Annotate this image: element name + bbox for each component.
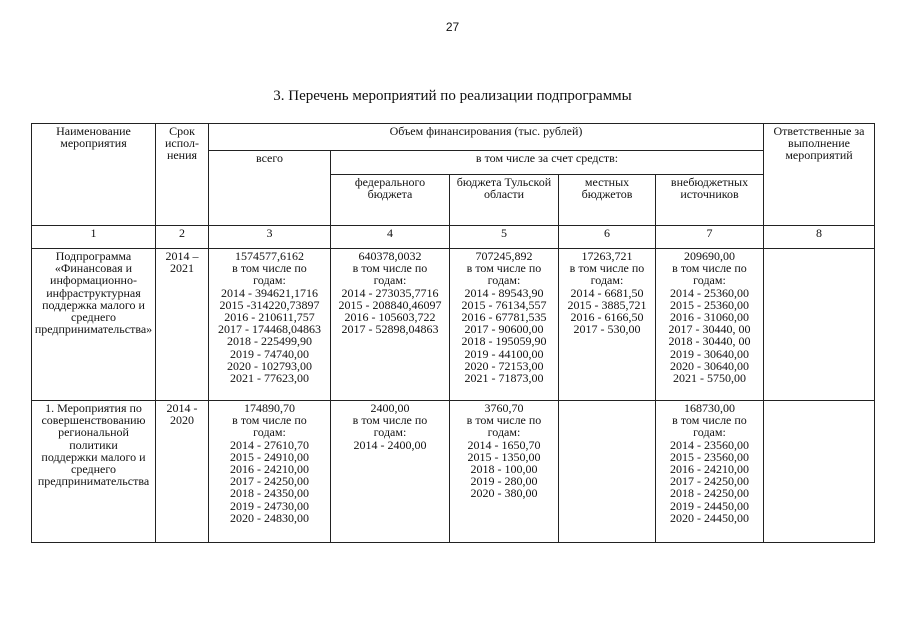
cell-line: 2020 - 30640,00	[670, 358, 749, 373]
cell-line: 168730,00	[684, 401, 735, 415]
cell-line: 2021 - 71873,00	[464, 371, 544, 386]
cell-line: 1574577,6162	[235, 249, 304, 263]
federal-cell	[331, 249, 450, 401]
table-row	[32, 249, 875, 401]
cell-line: годам:	[693, 425, 726, 440]
cell-line: 2014 - 6681,50	[570, 285, 644, 300]
cell-line: годам:	[487, 425, 521, 440]
total-cell	[209, 401, 331, 543]
cell-line: 2018 - 24350,00	[230, 486, 309, 501]
cell-line: 2015 - 76134,557	[461, 297, 547, 312]
cell-line: годам:	[373, 425, 407, 440]
cell-line: 640378,0032	[358, 249, 422, 263]
cell-line: 2018 - 24250,00	[670, 486, 749, 501]
cell-line: 2014 - 23560,00	[670, 437, 749, 452]
cell-line: в том числе по	[569, 261, 645, 276]
cell-line: 174890,70	[244, 401, 295, 415]
cell-line: 2014 - 394621,1716	[221, 285, 318, 300]
cell-line: 2014 –	[165, 249, 199, 263]
cell-line: 2021 - 5750,00	[673, 371, 746, 386]
cell-line: среднего	[71, 462, 116, 477]
cell-line: предпринимательства»	[34, 322, 153, 337]
cell-line: 2017 - 174468,04863	[218, 322, 321, 337]
cell-line: 2015 - 208840,46097	[338, 297, 442, 312]
cell-line: 2018 - 30440, 00	[668, 334, 751, 349]
column-number: 1	[32, 226, 156, 249]
cell-line: «Финансовая и	[54, 261, 133, 276]
cell-line: 2016 - 67781,535	[461, 310, 547, 325]
cell-line: 2019 - 30640,00	[670, 346, 749, 361]
header-extra: внебюджетных источников	[656, 175, 764, 226]
extra-cell	[656, 401, 764, 543]
cell-line: 2018 - 100,00	[470, 462, 538, 477]
column-number: 8	[764, 226, 875, 249]
cell-line: 2016 - 24210,00	[230, 462, 309, 477]
header-volume: Объем финансирования (тыс. рублей)	[209, 124, 764, 151]
cell-line: 2020	[170, 413, 194, 428]
document-title: 3. Перечень мероприятий по реализации подпрограммы	[273, 88, 632, 104]
cell-line: поддержка малого и	[42, 297, 145, 312]
cell-line: 707245,892	[475, 249, 533, 263]
header-local: местных бюджетов	[559, 175, 656, 226]
cell-line: 3760,70	[484, 401, 524, 415]
cell-line: 2019 - 74740,00	[230, 346, 309, 361]
column-number: 4	[331, 226, 450, 249]
cell-line: 2016 - 24210,00	[670, 462, 749, 477]
cell-line: 2014 - 89543,90	[464, 285, 544, 300]
cell-line: годам:	[373, 273, 407, 288]
cell-line: годам:	[253, 425, 286, 440]
cell-line: в том числе по	[672, 413, 747, 428]
cell-line: 17263,721	[581, 249, 633, 263]
cell-line: информационно-	[50, 273, 137, 288]
column-number: 7	[656, 226, 764, 249]
total-cell	[209, 249, 331, 401]
cell-line: в том числе по	[672, 261, 747, 276]
responsible-cell	[764, 249, 875, 401]
regional-cell	[450, 249, 559, 401]
cell-line: 2017 - 52898,04863	[341, 322, 439, 337]
cell-line: 1. Мероприятия по	[45, 401, 142, 415]
header-total: всего	[209, 151, 331, 226]
column-number: 6	[559, 226, 656, 249]
federal-cell	[331, 401, 450, 543]
cell-line: 2016 - 105603,722	[344, 310, 436, 325]
page-number: 27	[445, 20, 460, 34]
cell-line: 2015 - 24910,00	[230, 449, 309, 464]
term-cell	[156, 249, 209, 401]
cell-line: 2015 - 3885,721	[567, 297, 647, 312]
local-cell	[559, 401, 656, 543]
cell-line: в том числе по	[232, 261, 307, 276]
measures-table	[31, 123, 875, 543]
header-regional: бюджета Тульской области	[450, 175, 559, 226]
cell-line: поддержки малого и	[41, 449, 146, 464]
responsible-cell	[764, 401, 875, 543]
cell-line: в том числе по	[466, 413, 542, 428]
cell-line: 2014 - 27610,70	[230, 437, 309, 452]
cell-line: 2014 -	[166, 401, 198, 415]
cell-line: среднего	[71, 310, 116, 325]
cell-line: совершенствованию	[41, 413, 146, 428]
measure-name-cell	[32, 401, 156, 543]
cell-line: 2020 - 380,00	[470, 486, 538, 501]
column-number: 3	[209, 226, 331, 249]
cell-line: в том числе по	[466, 261, 542, 276]
cell-line: региональной	[58, 425, 129, 440]
local-cell	[559, 249, 656, 401]
measure-name-cell	[32, 249, 156, 401]
header-name: Наименование мероприятия	[32, 124, 156, 226]
column-number: 2	[156, 226, 209, 249]
cell-line: 2016 - 31060,00	[670, 310, 749, 325]
cell-line: в том числе по	[232, 413, 307, 428]
table-row	[32, 401, 875, 543]
cell-line: 2016 - 6166,50	[570, 310, 644, 325]
cell-line: годам:	[487, 273, 521, 288]
cell-line: 2019 - 24450,00	[670, 498, 749, 513]
cell-line: 2015 -314220,73897	[219, 297, 320, 312]
cell-line: годам:	[590, 273, 624, 288]
cell-line: 2018 - 195059,90	[461, 334, 547, 349]
cell-line: 2019 - 24730,00	[230, 498, 309, 513]
cell-line: 2021 - 77623,00	[230, 371, 309, 386]
cell-line: 2014 - 2400,00	[353, 437, 427, 452]
header-row-1	[32, 124, 875, 151]
cell-line: в том числе по	[352, 413, 428, 428]
cell-line: 2017 - 90600,00	[464, 322, 544, 337]
cell-line: в том числе по	[352, 261, 428, 276]
cell-line: 2015 - 23560,00	[670, 449, 749, 464]
cell-line: предпринимательства	[37, 474, 150, 489]
column-numbers-row	[32, 226, 875, 249]
cell-line: 2019 - 280,00	[470, 474, 538, 489]
term-cell	[156, 401, 209, 543]
cell-line: 2017 - 530,00	[573, 322, 641, 337]
regional-cell	[450, 401, 559, 543]
cell-line: инфраструктурная	[46, 285, 141, 300]
cell-line: 2019 - 44100,00	[464, 346, 544, 361]
cell-line: 209690,00	[684, 249, 735, 263]
cell-line: 2020 - 72153,00	[464, 358, 544, 373]
extra-cell	[656, 249, 764, 401]
cell-line: 2017 - 24250,00	[670, 474, 749, 489]
cell-line: 2021	[170, 261, 194, 276]
cell-line: годам:	[253, 273, 286, 288]
header-responsible: Ответственные за выполнение мероприятий	[764, 124, 875, 226]
cell-line: Подпрограмма	[55, 249, 132, 263]
header-term: Срок испол-нения	[156, 124, 209, 226]
cell-line: 2400,00	[370, 401, 410, 415]
cell-line: 2015 - 25360,00	[670, 297, 749, 312]
cell-line: 2018 - 225499,90	[227, 334, 312, 349]
column-number: 5	[450, 226, 559, 249]
cell-line: 2020 - 24450,00	[670, 510, 749, 525]
cell-line: годам:	[693, 273, 726, 288]
cell-line: 2014 - 25360,00	[670, 285, 749, 300]
cell-line: 2017 - 24250,00	[230, 474, 309, 489]
cell-line: 2017 - 30440, 00	[668, 322, 751, 337]
cell-line: 2014 - 273035,7716	[341, 285, 439, 300]
cell-line: 2015 - 1350,00	[467, 449, 541, 464]
cell-line: 2014 - 1650,70	[467, 437, 541, 452]
header-including: в том числе за счет средств:	[331, 151, 764, 175]
cell-line: 2020 - 24830,00	[230, 510, 309, 525]
cell-line: 2016 - 210611,757	[224, 310, 315, 325]
cell-line: политики	[69, 437, 118, 452]
header-federal: федерального бюджета	[331, 175, 450, 226]
cell-line: 2020 - 102793,00	[227, 358, 312, 373]
